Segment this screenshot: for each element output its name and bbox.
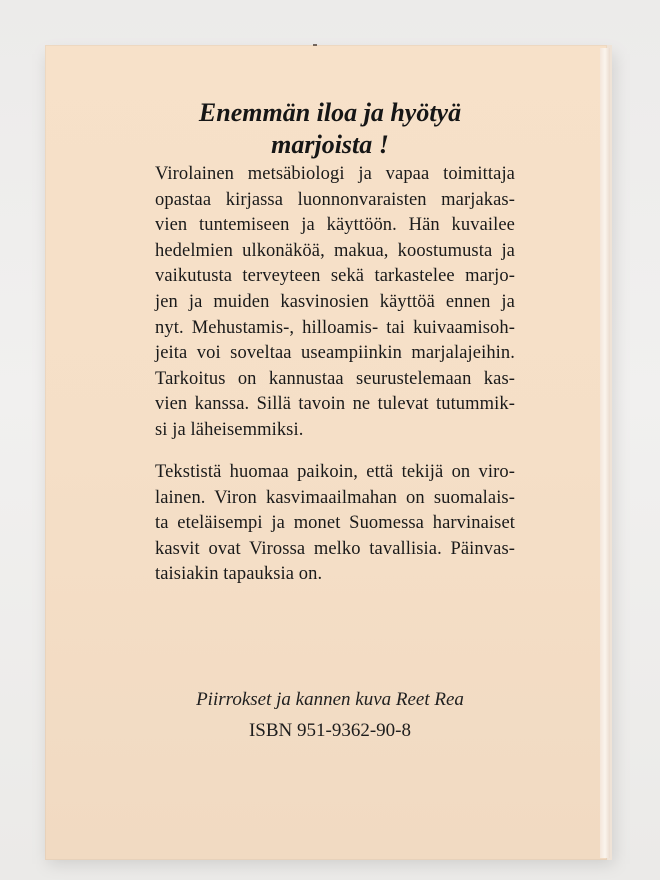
paragraph-line: vien kanssa. Sillä tavoin ne tulevat tutummik- — [155, 394, 515, 415]
top-mark — [313, 44, 317, 46]
paragraph-line: vaikutusta terveyteen sekä tarkastelee marjo- — [155, 266, 515, 287]
paragraph-line: taisiakin tapauksia on. — [155, 564, 323, 585]
title-line-2: marjoista ! — [271, 130, 389, 159]
paragraph-line: Tarkoitus on kannustaa seurustelemaan kas- — [155, 368, 515, 389]
paragraph-line: si ja läheisemmiksi. — [155, 419, 304, 440]
page-edge — [600, 48, 610, 858]
paragraph-line: jeita voi soveltaa useampiinkin marjalajeihin. — [155, 343, 515, 364]
paragraph-line: kasvit ovat Virossa melko tavallisia. Päinvas- — [155, 538, 515, 559]
paragraph-line: Tekstistä huomaa paikoin, että tekijä on viro- — [155, 462, 515, 482]
isbn-number: ISBN 951-9362-90-8 — [248, 720, 412, 741]
paragraph-line: nyt. Mehustamis-, hilloamis- tai kuivaamisoh- — [155, 317, 515, 338]
paragraph-line: vien tuntemiseen ja käyttöön. Hän kuvailee — [155, 215, 515, 236]
paragraph-line: jen ja muiden kasvinosien käyttöä ennen ja — [155, 291, 515, 312]
paragraph-line: lainen. Viron kasvimaailmahan on suomalais- — [155, 487, 515, 508]
title-line-1: Enemmän iloa ja hyötyä — [198, 98, 462, 127]
paragraph-line: ta eteläisempi ja monet Suomessa harvinaiset — [155, 513, 515, 534]
description-paragraph-1 — [155, 162, 515, 444]
paragraph-line: Virolainen metsäbiologi ja vapaa toimittaja — [155, 164, 515, 184]
paragraph-line: opastaa kirjassa luonnonvaraisten marjakas- — [155, 189, 515, 210]
paragraph-line: hedelmien ulkonäköä, makua, koostumusta ja — [155, 240, 515, 261]
description-paragraph-2 — [155, 460, 515, 588]
illustration-credit: Piirrokset ja kannen kuva Reet Rea — [196, 689, 464, 710]
